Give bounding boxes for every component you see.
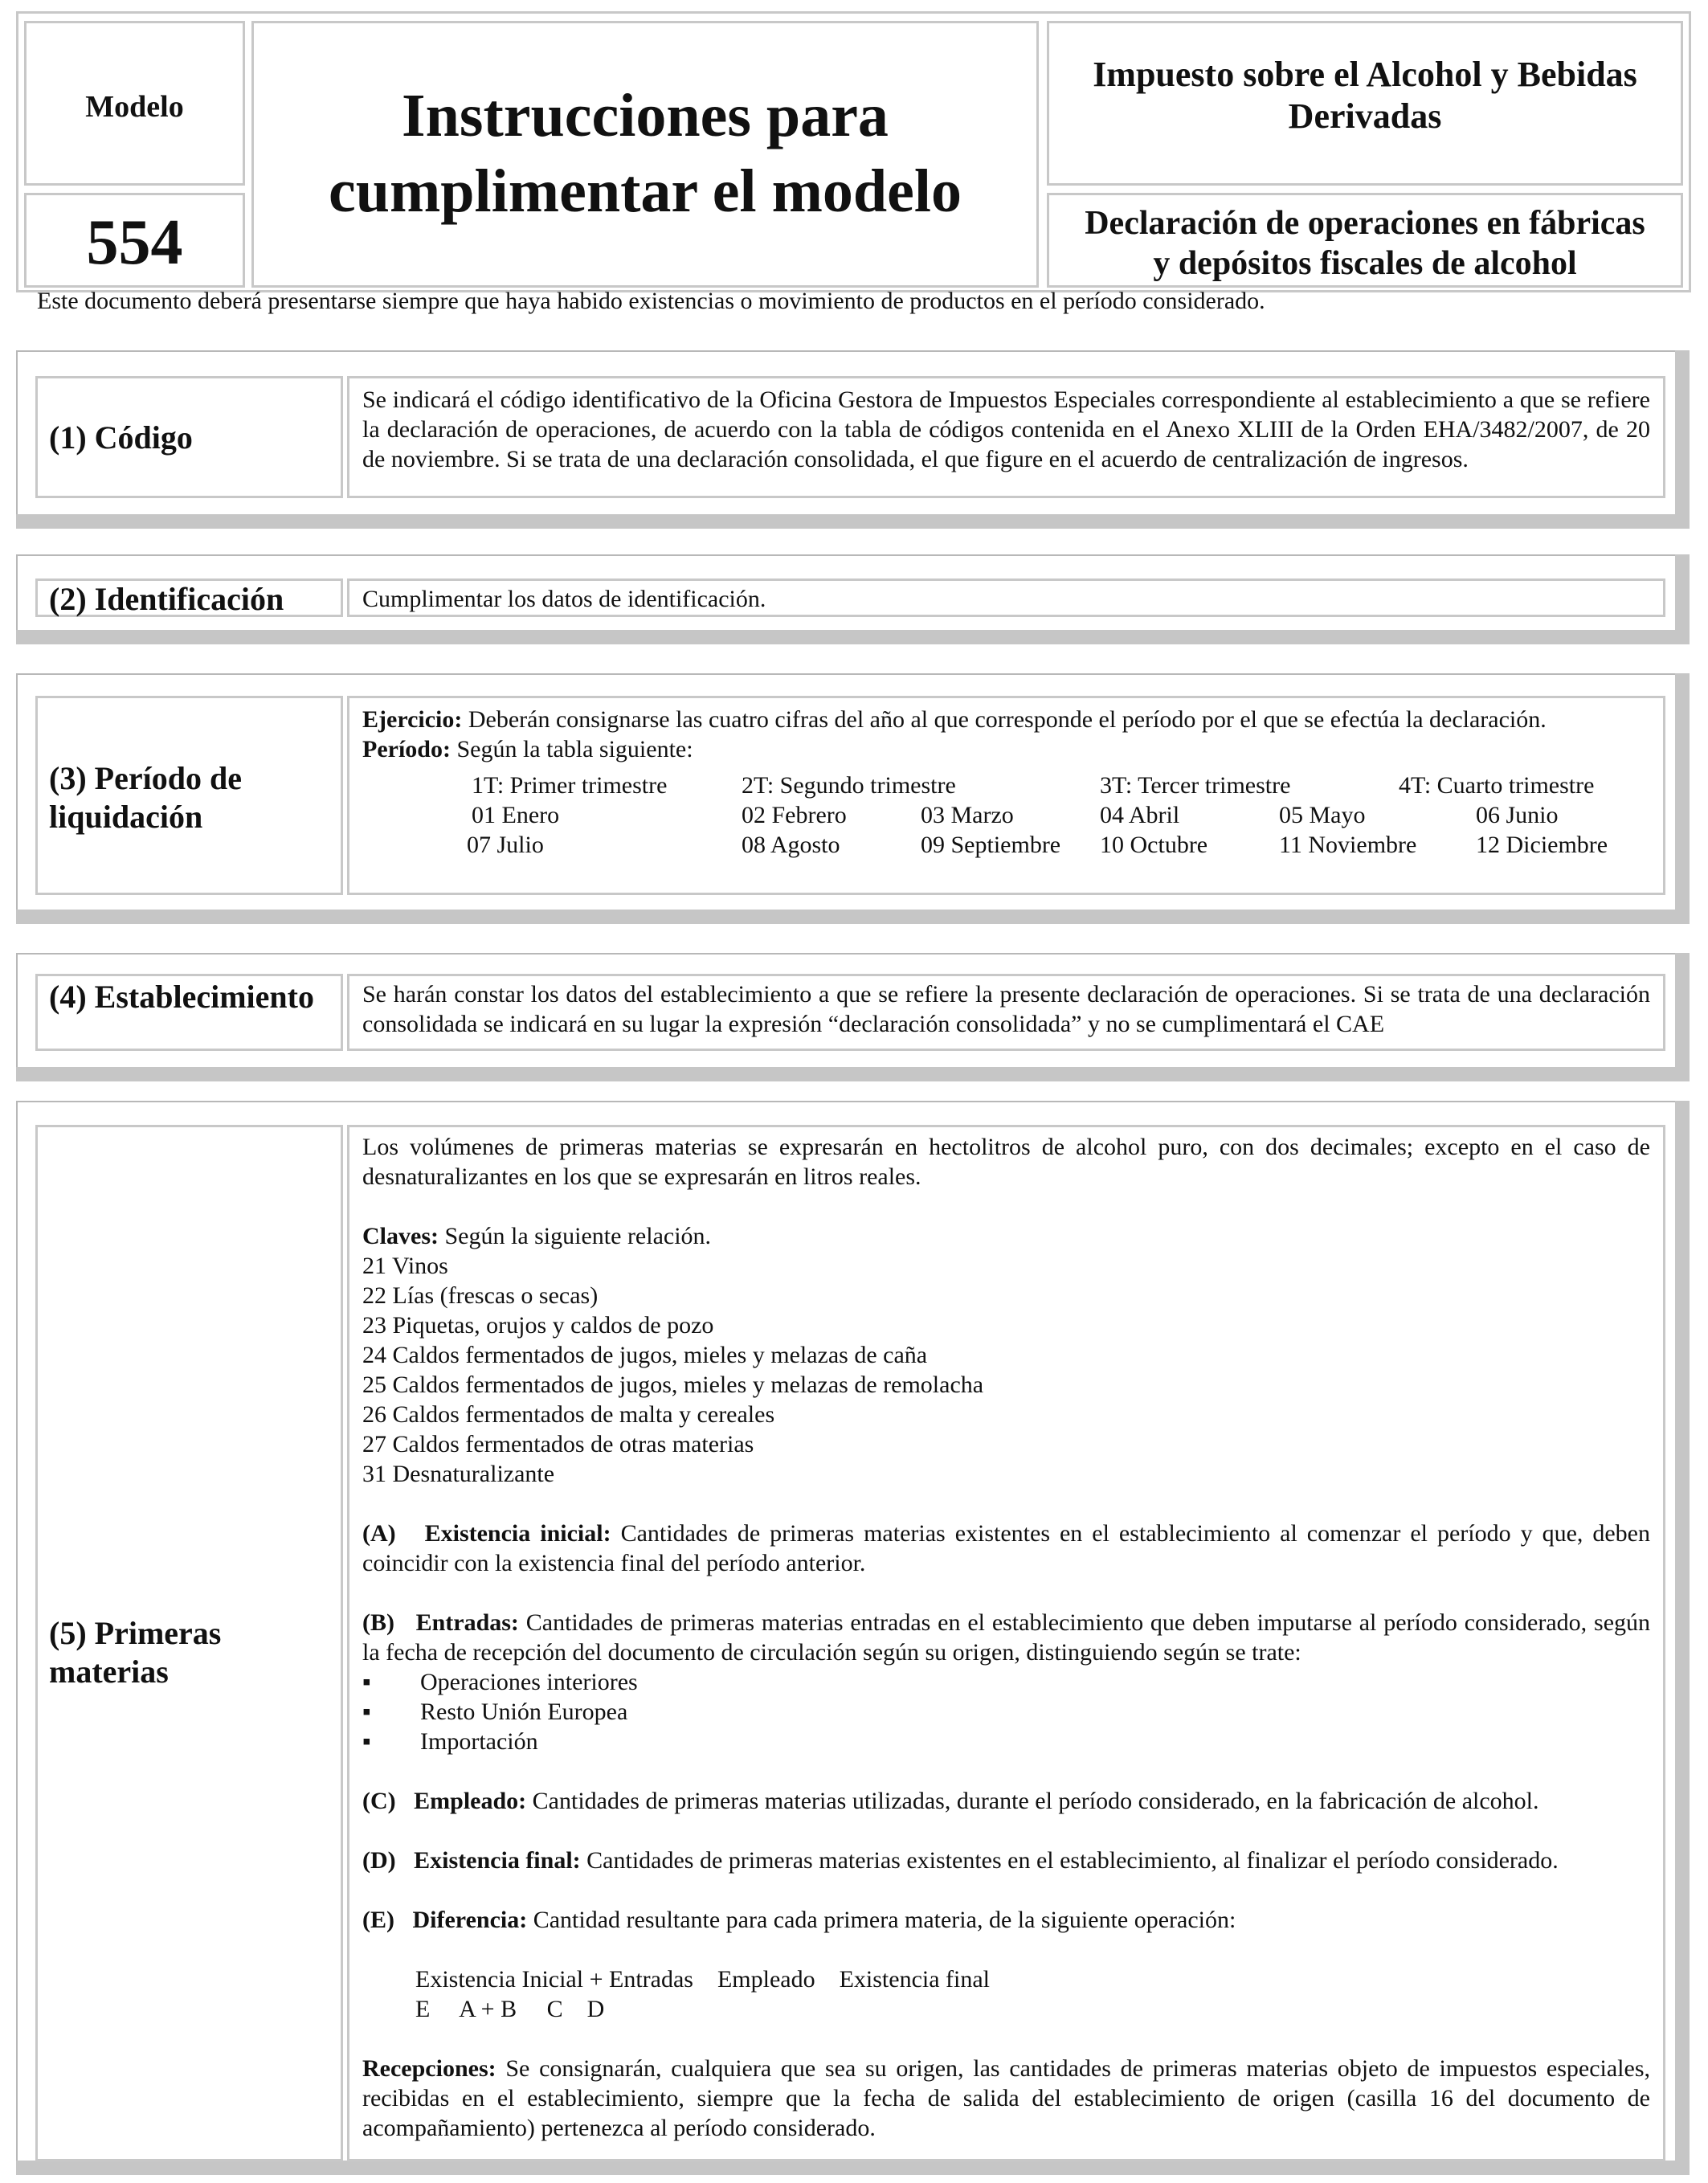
list-item-text: Resto Unión Europea xyxy=(420,1699,628,1725)
recepciones-text: Se consignarán, cualquiera que sea su origen, las cantidades de primeras materias objeto de impuestos especiales, recibidas en el establecimiento, siempre que la fecha de salida del establecimiento de origen (casilla 16 del documento de acompañamiento) pertenezca al período considerado. xyxy=(362,2055,1650,2141)
section-identificacion xyxy=(16,554,1690,644)
primeras-materias-content xyxy=(347,1125,1665,2161)
codigo-text: Se indicará el código identificativo de la Oficina Gestora de Impuestos Especiales correspondiente al establecimiento a que se refiere la declaración de operaciones, de acuerdo con la tabla de códigos contenida en el Anexo XLIII de la Orden EHA/3482/2007, de 20 de noviembre. Si se trata de una declaración consolidada, el que figure en el acuerdo de centralización de ingresos. xyxy=(362,386,1650,472)
section-codigo xyxy=(16,350,1690,529)
codigo-label: (1) Código xyxy=(49,419,193,456)
identificacion-text: Cumplimentar los datos de identificación. xyxy=(362,586,766,612)
claves-label: Claves: xyxy=(362,1223,439,1249)
ejercicio-text: Deberán consignarse las cuatro cifras del año al que corresponde el período por el que se efectúa la declaración. xyxy=(462,706,1547,733)
bullet-icon: ▪ xyxy=(362,1728,371,1755)
section-establecimiento xyxy=(16,953,1690,1081)
recepciones xyxy=(362,2054,1650,2143)
establecimiento-content xyxy=(347,974,1665,1051)
trimestre-4: 4T: Cuarto trimestre xyxy=(1399,772,1595,799)
intro-text: Este documento deberá presentarse siempre que haya habido existencias o movimiento de productos en el período considerado. xyxy=(37,288,1265,314)
modelo-cell xyxy=(24,21,245,186)
item-a-label: Existencia inicial: xyxy=(424,1520,611,1547)
list-item xyxy=(362,1697,1650,1727)
establecimiento-label: (4) Establecimiento xyxy=(49,979,314,1015)
periodo-label-box xyxy=(35,696,343,895)
item-d-key: (D) xyxy=(362,1847,396,1874)
recepciones-label: Recepciones: xyxy=(362,2055,496,2082)
item-c-text: Cantidades de primeras materias utilizadas, durante el período considerado, en la fabricación de alcohol. xyxy=(526,1788,1539,1814)
item-e-text: Cantidad resultante para cada primera materia, de la siguiente operación: xyxy=(527,1907,1236,1933)
bullet-icon: ▪ xyxy=(362,1699,371,1725)
modelo-number: 554 xyxy=(86,207,183,278)
item-e xyxy=(362,1905,1650,1935)
mes-10: 10 Octubre xyxy=(1100,832,1208,858)
modelo-label: Modelo xyxy=(85,90,184,124)
identificacion-content xyxy=(347,578,1665,617)
item-a xyxy=(362,1519,1650,1578)
trimestre-2: 2T: Segundo trimestre xyxy=(742,772,956,799)
mes-12: 12 Diciembre xyxy=(1476,832,1608,858)
periodo-content xyxy=(347,696,1665,895)
item-b xyxy=(362,1608,1650,1667)
item-c-label: Empleado: xyxy=(414,1788,527,1814)
periodo-label: (3) Período de liquidación xyxy=(49,760,242,835)
bullet-icon: ▪ xyxy=(362,1669,371,1695)
item-d-text: Cantidades de primeras materias existentes en el establecimiento, al finalizar el período considerado. xyxy=(580,1847,1559,1874)
periodo-text: Según la tabla siguiente: xyxy=(450,736,693,762)
codigo-content xyxy=(347,376,1665,498)
clave-item: 26 Caldos fermentados de malta y cereales xyxy=(362,1401,775,1428)
mes-05: 05 Mayo xyxy=(1279,802,1366,828)
codigo-label-box xyxy=(35,376,343,498)
tax-title-cell xyxy=(1047,21,1683,186)
list-item xyxy=(362,1667,1650,1697)
primeras-materias-label-box xyxy=(35,1125,343,2161)
mes-02: 02 Febrero xyxy=(742,802,847,828)
clave-item: 23 Piquetas, orujos y caldos de pozo xyxy=(362,1312,714,1339)
section-periodo xyxy=(16,673,1690,924)
declaration-title: Declaración de operaciones en fábricas y depósitos fiscales de alcohol xyxy=(1085,205,1645,282)
item-a-key: (A) xyxy=(362,1520,396,1547)
item-e-key: (E) xyxy=(362,1907,394,1933)
item-c xyxy=(362,1786,1650,1816)
formula-line-2: E A + B C D xyxy=(415,1996,605,2022)
periodo-line xyxy=(362,734,1650,764)
mes-11: 11 Noviembre xyxy=(1279,832,1417,858)
section-primeras-materias-panel xyxy=(16,1101,1675,2161)
clave-item: 27 Caldos fermentados de otras materias xyxy=(362,1431,754,1457)
item-b-key: (B) xyxy=(362,1609,394,1636)
identificacion-label-box xyxy=(35,578,343,617)
establecimiento-text: Se harán constar los datos del establecimiento a que se refiere la presente declaración de operaciones. Si se trata de una declaración consolidada se indicará en su lugar la expresión “declaración consolidada” y no se cumplimentará el CAE xyxy=(362,981,1650,1037)
page-title: Instrucciones para cumplimentar el modelo xyxy=(328,82,962,225)
clave-item: 22 Lías (frescas o secas) xyxy=(362,1282,599,1309)
claves-text: Según la siguiente relación. xyxy=(438,1223,712,1249)
mes-09: 09 Septiembre xyxy=(921,832,1061,858)
formula-line-1: Existencia Inicial + Entradas Empleado Existencia final xyxy=(415,1966,991,1993)
section-codigo-panel xyxy=(16,350,1675,514)
section-primeras-materias xyxy=(16,1101,1690,2175)
clave-item: 24 Caldos fermentados de jugos, mieles y melazas de caña xyxy=(362,1342,928,1368)
claves-line xyxy=(362,1221,1650,1251)
mes-04: 04 Abril xyxy=(1100,802,1180,828)
section-periodo-panel xyxy=(16,673,1675,910)
mes-08: 08 Agosto xyxy=(742,832,840,858)
trimestre-3: 3T: Tercer trimestre xyxy=(1100,772,1291,799)
mes-03: 03 Marzo xyxy=(921,802,1014,828)
item-b-text: Cantidades de primeras materias entradas en el establecimiento que deben imputarse al período considerado, según la fecha de recepción del documento de circulación según su origen, distinguiendo según se trate: xyxy=(362,1609,1651,1666)
item-d-label: Existencia final: xyxy=(414,1847,581,1874)
list-item-text: Importación xyxy=(420,1728,538,1755)
ejercicio-label: Ejercicio: xyxy=(362,706,463,733)
list-item-text: Operaciones interiores xyxy=(420,1669,638,1695)
pm-intro: Los volúmenes de primeras materias se expresarán en hectolitros de alcohol puro, con dos decimales; excepto en el caso de desnaturalizantes en los que se expresarán en litros reales. xyxy=(362,1134,1650,1190)
tax-title: Impuesto sobre el Alcohol y Bebidas Derivadas xyxy=(1093,55,1637,136)
establecimiento-label-box xyxy=(35,974,343,1051)
periodo-table xyxy=(362,771,1650,865)
mes-07: 07 Julio xyxy=(467,832,544,858)
item-d xyxy=(362,1846,1650,1875)
clave-item: 31 Desnaturalizante xyxy=(362,1461,555,1487)
trimestre-1: 1T: Primer trimestre xyxy=(472,772,668,799)
item-c-key: (C) xyxy=(362,1788,396,1814)
identificacion-label: (2) Identificación xyxy=(49,581,284,617)
section-establecimiento-panel xyxy=(16,953,1675,1067)
mes-01: 01 Enero xyxy=(472,802,560,828)
clave-item: 21 Vinos xyxy=(362,1253,448,1279)
mes-06: 06 Junio xyxy=(1476,802,1559,828)
list-item xyxy=(362,1727,1650,1756)
modelo-number-cell xyxy=(24,193,245,288)
declaration-title-cell xyxy=(1047,193,1683,288)
item-e-label: Diferencia: xyxy=(412,1907,528,1933)
section-identificacion-panel xyxy=(16,554,1675,630)
item-a-text: Cantidades de primeras materias existentes en el establecimiento al comenzar el período y que, deben coincidir con la existencia final del período anterior. xyxy=(362,1520,1651,1576)
primeras-materias-label: (5) Primeras materias xyxy=(49,1615,222,1690)
item-b-label: Entradas: xyxy=(415,1609,519,1636)
title-cell xyxy=(251,21,1039,288)
clave-item: 25 Caldos fermentados de jugos, mieles y melazas de remolacha xyxy=(362,1372,984,1398)
periodo-sublabel: Período: xyxy=(362,736,451,762)
ejercicio-line xyxy=(362,705,1650,734)
